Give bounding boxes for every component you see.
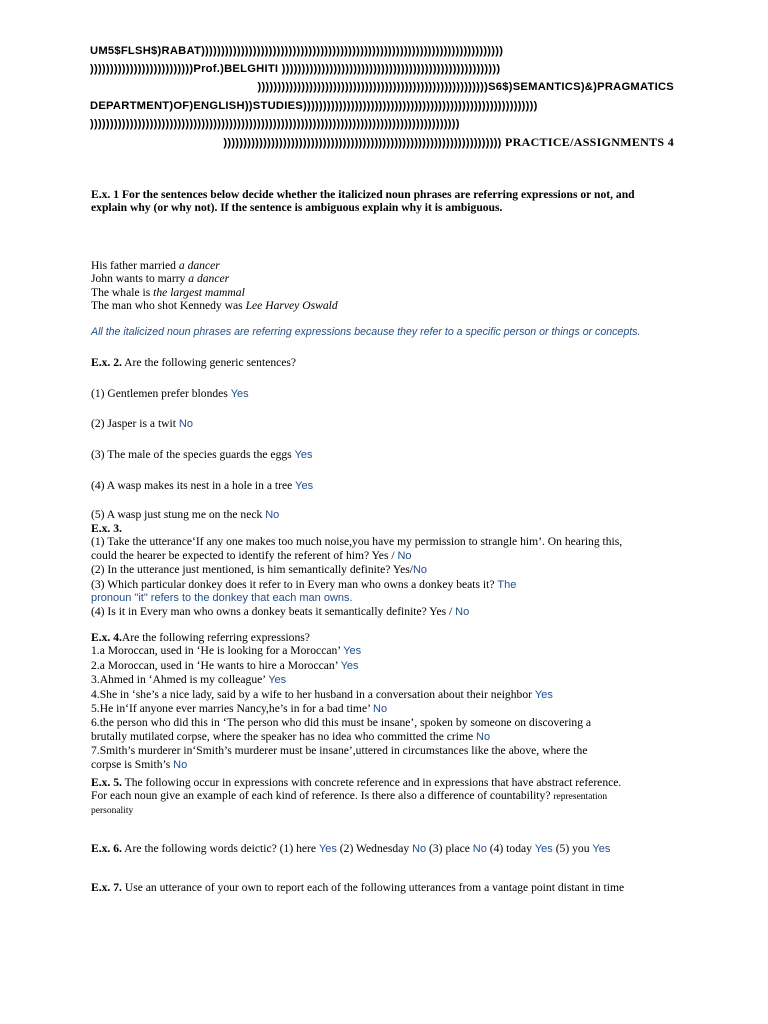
answer-badge: Yes bbox=[294, 449, 313, 461]
header-line-institution: UM5$FLSH$)RABAT)))))))))))))))))))))))))))))))))))))))))))))))))))))))))))))))))))))))))))) bbox=[90, 45, 504, 57]
exercise-7-label: E.x. 7. bbox=[91, 881, 122, 894]
header-line-department: DEPARTMENT)OF)ENGLISH))STUDIES))))))))))))))))))))))))))))))))))))))))))))))))))))))))))) bbox=[90, 99, 538, 112]
exercise-6: E.x. 6. Are the following words deictic? (1) here Yes (2) Wednesday No (3) place No (4) today Yes (5) you Yes bbox=[91, 842, 611, 855]
exercise-1-label: E.x. 1 bbox=[91, 188, 120, 201]
exercise-1-sentences bbox=[91, 259, 681, 313]
exercise-2-item-3: (3) The male of the species guards the eggs Yes bbox=[91, 448, 313, 461]
answer-badge: No bbox=[178, 418, 193, 430]
course-header bbox=[90, 42, 674, 152]
header-line-filler: ))))))))))))))))))))))))))))))))))))))))))))))))))))))))))))))))))))))))))))))))))))))))))))) bbox=[90, 117, 460, 130]
exercise-3-label: E.x. 3. bbox=[91, 522, 122, 535]
exercise-4: E.x. 4.Are the following referring expressions? 1.a Moroccan, used in ‘He is looking for a Moroccan’ Yes 2.a Moroccan, used in ‘He wants to hire a Moroccan’ Yes 3.Ahmed in ‘Ahmed is my colleague’ Yes 4.She in ‘she’s a nice lady, said by a wife to her husband in a conversation about their neighbor Yes 5.He in‘If anyone ever marries Nancy,he’s in for a bad time’ No 6.the person who did this in ‘The person who did this must be insane’, spoken by someone on discovering a brutally mutilated corpse, where the speaker has no idea who committed the crime No 7.Smith’s murderer in‘Smith’s murderer must be insane’,uttered in circumstances like the above, where the corpse is Smith’s No bbox=[91, 631, 592, 771]
exercise-2-item-5: (5) A wasp just stung me on the neck No bbox=[91, 508, 280, 521]
exercise-2-label: E.x. 2. bbox=[91, 356, 122, 369]
answer-badge: No bbox=[265, 509, 280, 521]
sentence-4: The man who shot Kennedy was Lee Harvey Oswald bbox=[91, 299, 338, 313]
sentence-2: John wants to marry a dancer bbox=[91, 272, 230, 286]
exercise-2-question: E.x. 2. Are the following generic sentences? bbox=[91, 356, 297, 369]
exercise-2-item-4: (4) A wasp makes its nest in a hole in a tree Yes bbox=[91, 479, 314, 492]
answer-badge: Yes bbox=[295, 480, 314, 492]
sentence-1: His father married a dancer bbox=[91, 259, 220, 272]
exercise-5: E.x. 5. The following occur in expressions with concrete reference and in expressions that have abstract reference. For each noun give an example of each kind of reference. Is there also a difference of countability? representation personality bbox=[91, 776, 622, 816]
header-line-course: ))))))))))))))))))))))))))))))))))))))))))))))))))))))))))S6$)SEMANTICS)&)PRAGMATICS bbox=[257, 81, 674, 94]
exercise-1-answer: All the italicized noun phrases are referring expressions because they refer to a specific person or things or concepts. bbox=[91, 326, 641, 338]
header-line-professor: ))))))))))))))))))))))))))Prof.)BELGHITI ))))))))))))))))))))))))))))))))))))))))))))))))))))))) bbox=[90, 63, 501, 76]
practice-title: PRACTICE/ASSIGNMENTS 4 bbox=[505, 135, 674, 150]
header-line-practice: )))))))))))))))))))))))))))))))))))))))))))))))))))))))))))))))))))))) PRACTICE/ASSIGNMENTS 4 bbox=[223, 135, 674, 150]
exercise-6-label: E.x. 6. bbox=[91, 842, 122, 855]
sentence-3: The whale is the largest mammal bbox=[91, 285, 245, 299]
exercise-3: E.x. 3. (1) Take the utterance‘If any one makes too much noise,you have my permission to strangle him’. On hearing this, could the hearer be expected to identify the referent of him? Yes / No (2) In the utterance just mentioned, is him semantically definite? Yes/No (3) Which particular donkey does it refer to in Every man who owns a donkey beats it? The pronoun "it" refers to the donkey that each man owns. (4) Is it in Every man who owns a donkey beats it semantically definite? Yes / No bbox=[91, 522, 681, 620]
answer-badge: Yes bbox=[230, 388, 249, 400]
exercise-2-item-1: (1) Gentlemen prefer blondes Yes bbox=[91, 387, 249, 400]
exercise-1-instruction: E.x. 1 For the sentences below decide whether the italicized noun phrases are referring expressions or not, and explain why (or why not). If the sentence is ambiguous explain why it is ambiguous. bbox=[91, 188, 635, 215]
exercise-2-item-2: (2) Jasper is a twit No bbox=[91, 417, 193, 430]
exercise-7: E.x. 7. Use an utterance of your own to report each of the following utterances from a vantage point distant in time bbox=[91, 881, 625, 894]
exercise-5-label: E.x. 5. bbox=[91, 776, 122, 789]
exercise-4-label: E.x. 4. bbox=[91, 631, 122, 644]
